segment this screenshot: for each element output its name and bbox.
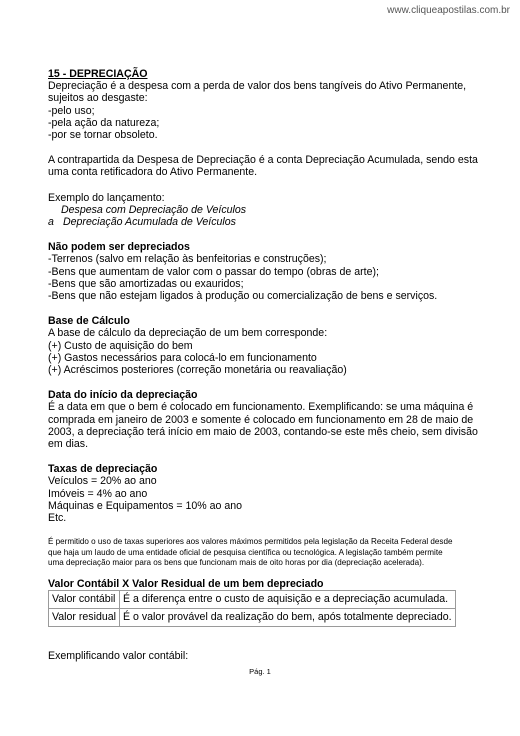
list-item: Veículos = 20% ao ano [48, 475, 157, 488]
nao-depreciados-section [48, 241, 478, 302]
list-item: (+) Custo de aquisição do bem [48, 339, 193, 352]
table-cell-term: Valor contábil [49, 591, 120, 609]
table-cell-definition: É o valor provável da realização do bem, após totalmente depreciado. [120, 609, 456, 627]
table-title: Valor Contábil X Valor Residual de um bem depreciado [48, 577, 324, 590]
note-line: que haja um laudo de uma entidade oficial de pesquisa científica ou tecnológica. A legislação também permite [48, 547, 443, 557]
text-line: A base de cálculo da depreciação de um bem corresponde: [48, 327, 328, 340]
valor-table [48, 590, 456, 627]
taxas-section [48, 463, 478, 524]
credit-account: Depreciação Acumulada de Veículos [63, 216, 236, 229]
list-item: -pela ação da natureza; [48, 116, 160, 129]
section-heading: Não podem ser depreciados [48, 241, 190, 254]
table-cell-definition: É a diferença entre o custo de aquisição e a depreciação acumulada. [120, 591, 456, 609]
list-item: -pelo uso; [48, 104, 95, 117]
text-line: A contrapartida da Despesa de Depreciação é a conta Depreciação Acumulada, sendo esta [48, 154, 478, 167]
contrapartida-paragraph [48, 154, 478, 178]
text-line: em dias. [48, 438, 89, 451]
text-line: sujeitos ao desgaste: [48, 92, 148, 105]
intro-paragraph [48, 80, 478, 141]
lancamento-debit: Despesa com Depreciação de Veículos [61, 203, 247, 216]
list-item: Etc. [48, 512, 67, 525]
credit-prefix: a [48, 216, 54, 229]
list-item: (+) Acréscimos posteriores (correção monetária ou reavaliação) [48, 364, 347, 377]
page-number: Pág. 1 [249, 667, 271, 676]
data-inicio-section [48, 389, 478, 450]
text-line: Depreciação é a despesa com a perda de valor dos bens tangíveis do Ativo Permanente, [48, 80, 467, 93]
table-row [49, 609, 456, 627]
document-body [48, 68, 478, 662]
list-item: -Terrenos (salvo em relação às benfeitorias e construções); [48, 253, 327, 266]
section-heading: Data do início da depreciação [48, 389, 198, 402]
text-line: comprada em janeiro de 2003 e somente é colocado em funcionamento em 28 de maio de [48, 413, 474, 426]
list-item: Máquinas e Equipamentos = 10% ao ano [48, 499, 243, 512]
exemplificando-line: Exemplificando valor contábil: [48, 650, 189, 662]
base-calculo-section [48, 315, 478, 376]
lancamento-label: Exemplo do lançamento: [48, 191, 165, 204]
list-item: -Bens que são amortizadas ou exauridos; [48, 277, 244, 290]
text-line: É a data em que o bem é colocado em funcionamento. Exemplificando: se uma máquina é [48, 401, 474, 414]
lancamento-credit [48, 216, 478, 228]
section-heading: Taxas de depreciação [48, 463, 158, 476]
legislacao-note [48, 537, 478, 569]
note-line: uma depreciação maior para os bens que funcionam mais de oito horas por dia (depreciação acelerada). [48, 558, 425, 568]
table-cell-term: Valor residual [49, 609, 120, 627]
text-line: uma conta retificadora do Ativo Permanente. [48, 166, 258, 179]
section-heading: Base de Cálculo [48, 315, 130, 328]
section-title: 15 - DEPRECIAÇÃO [48, 68, 148, 80]
list-item: -por se tornar obsoleto. [48, 129, 158, 142]
lancamento-example [48, 192, 478, 229]
list-item: Imóveis = 4% ao ano [48, 487, 148, 500]
table-row [49, 591, 456, 609]
site-watermark: www.cliqueapostilas.com.br [387, 5, 510, 16]
list-item: -Bens que aumentam de valor com o passar do tempo (obras de arte); [48, 265, 379, 278]
list-item: (+) Gastos necessários para colocá-lo em funcionamento [48, 351, 317, 364]
note-line: É permitido o uso de taxas superiores aos valores máximos permitidos pela legislação da Receita Federal desde [48, 537, 453, 547]
list-item: -Bens que não estejam ligados à produção ou comercialização de bens e serviços. [48, 290, 438, 303]
text-line: 2003, a depreciação terá início em maio de 2003, contando-se este mês cheio, sem divisão [48, 425, 478, 438]
